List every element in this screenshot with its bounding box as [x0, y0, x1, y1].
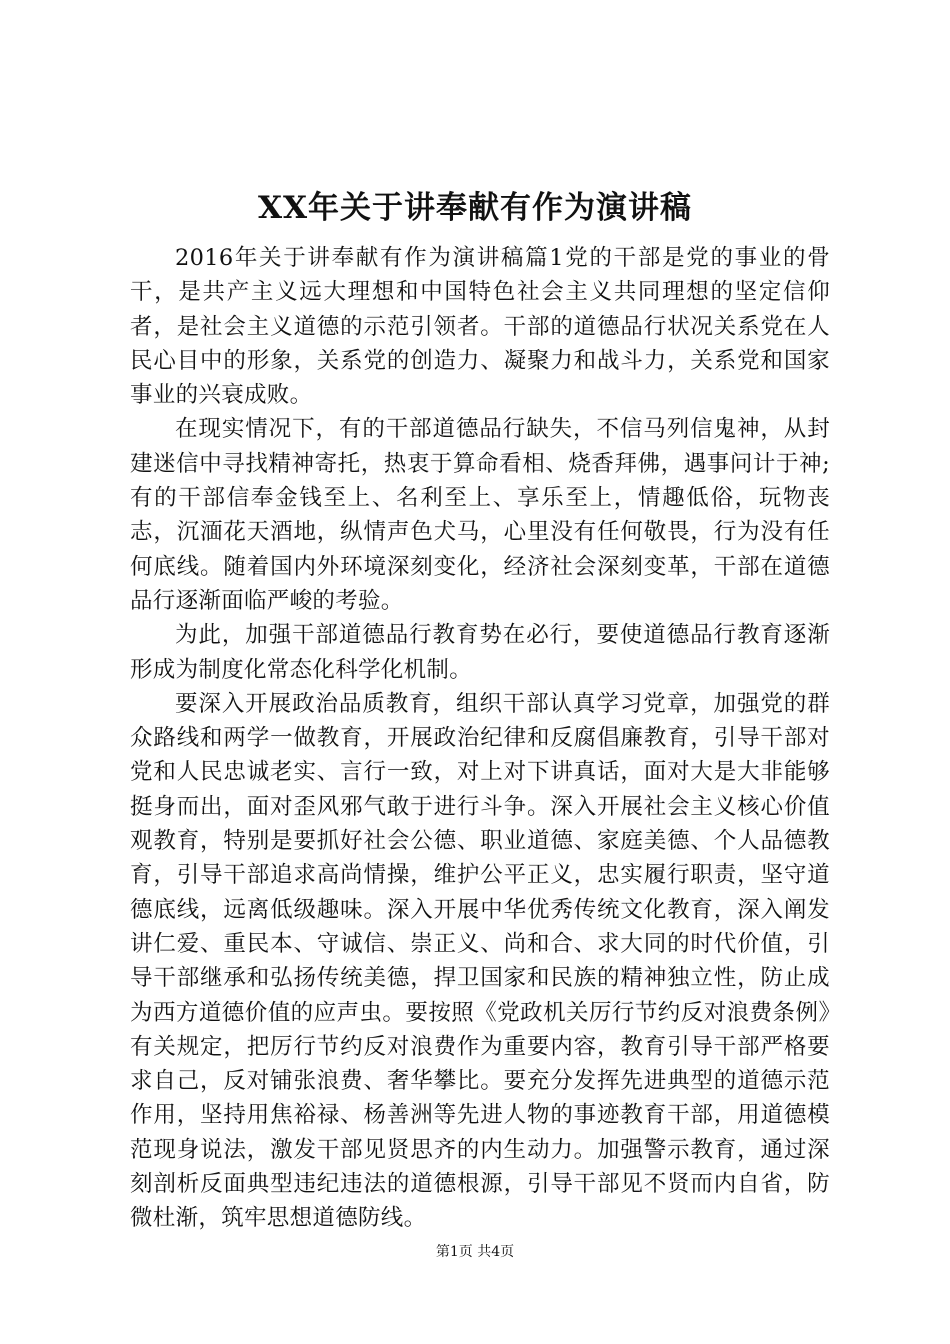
page-number-footer: 第1页 共4页 [435, 1244, 515, 1260]
document-body [130, 241, 830, 1236]
paragraph-1: 2016年关于讲奉献有作为演讲稿篇1党的干部是党的事业的骨干，是共产主义远大理想和中国特色社会主义共同理想的坚定信仰者，是社会主义道德的示范引领者。干部的道德品行状况关系党在人民心目中的形象，关系党的创造力、凝聚力和战斗力，关系党和国家事业的兴衰成败。 [130, 245, 830, 409]
paragraph-3: 为此，加强干部道德品行教育势在必行，要使道德品行教育逐渐形成为制度化常态化科学化机制。 [130, 622, 830, 683]
paragraph-2: 在现实情况下，有的干部道德品行缺失，不信马列信鬼神，从封建迷信中寻找精神寄托，热衷于算命看相、烧香拜佛，遇事问计于神;有的干部信奉金钱至上、名利至上、享乐至上，情趣低俗，玩物丧志，沉湎花天酒地，纵情声色犬马，心里没有任何敬畏，行为没有任何底线。随着国内外环境深刻变化，经济社会深刻变革，干部在道德品行逐渐面临严峻的考验。 [130, 416, 830, 614]
document-title: XX年关于讲奉献有作为演讲稿 [257, 190, 693, 226]
paragraph-4: 要深入开展政治品质教育，组织干部认真学习党章，加强党的群众路线和两学一做教育，开展政治纪律和反腐倡廉教育，引导干部对党和人民忠诚老实、言行一致，对上对下讲真话，面对大是大非能够挺身而出，面对歪风邪气敢于进行斗争。深入开展社会主义核心价值观教育，特别是要抓好社会公德、职业道德、家庭美德、个人品德教育，引导干部追求高尚情操，维护公平正义，忠实履行职责，坚守道德底线，远离低级趣味。深入开展中华优秀传统文化教育，深入阐发讲仁爱、重民本、守诚信、崇正义、尚和合、求大同的时代价值，引导干部继承和弘扬传统美德，捍卫国家和民族的精神独立性，防止成为西方道德价值的应声虫。要按照《党政机关厉行节约反对浪费条例》有关规定，把厉行节约反对浪费作为重要内容，教育引导干部严格要求自己，反对铺张浪费、奢华攀比。要充分发挥先进典型的道德示范作用，坚持用焦裕禄、杨善洲等先进人物的事迹教育干部，用道德模范现身说法，激发干部见贤思齐的内生动力。加强警示教育，通过深刻剖析反面典型违纪违法的道德根源，引导干部见不贤而内自省，防微杜渐，筑牢思想道德防线。 [130, 690, 830, 1232]
